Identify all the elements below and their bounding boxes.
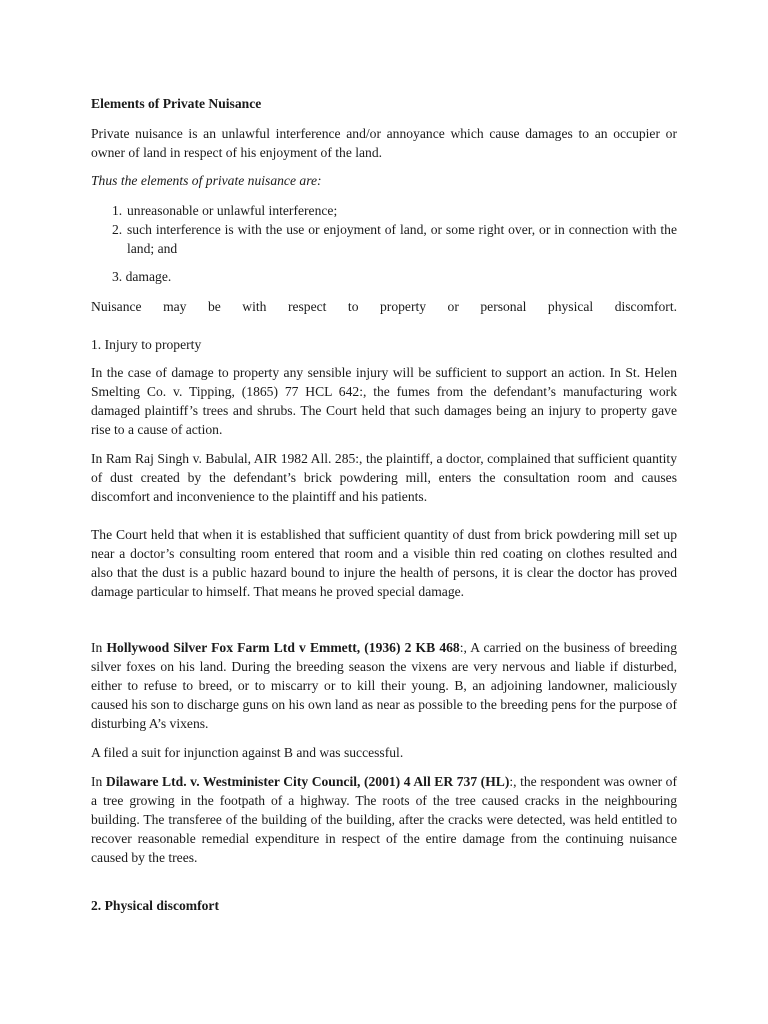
dilaware-case: Dilaware Ltd. v. Westminister City Council, (2001) 4 All ER 737 (HL)	[105, 774, 510, 789]
hollywood-case: Hollywood Silver Fox Farm Ltd v Emmett, (1936) 2 KB 468	[106, 640, 460, 655]
list-item: 1. unreasonable or unlawful interference;	[112, 203, 338, 218]
nuisance-respect: Nuisance may be with respect to property or personal physical discomfort.	[91, 299, 677, 314]
subheading-injury: 1. Injury to property	[91, 337, 202, 352]
filed-paragraph: A filed a suit for injunction against B and was successful.	[91, 745, 404, 760]
court-paragraph: The Court held that when it is established that sufficient quantity of dust from brick powdering mill set up near a doctor’s consulting room entered that room and a visible thin red coating on clothes resulted and also that the dust is a public hazard bound to injure the health of persons, it is clear the doctor has proved damage particular to himself. That means he proved special damage.	[91, 527, 677, 599]
element-three: 3. damage.	[112, 269, 172, 284]
subheading-physical: 2. Physical discomfort	[91, 898, 219, 913]
hollywood-paragraph: In Hollywood Silver Fox Farm Ltd v Emmett, (1936) 2 KB 468:, A carried on the business of breeding silver foxes on his land. During the breeding season the vixens are very nervous and liable if disturbed, either to refuse to breed, or to miscarry or to kill their young. B, an adjoining landowner, maliciously caused his son to discharge guns on his own land as near as possible to the breeding pens for the purpose of disturbing A’s vixens.	[91, 640, 677, 731]
elements-intro: Thus the elements of private nuisance are:	[91, 173, 322, 188]
ramraj-paragraph: In Ram Raj Singh v. Babulal, AIR 1982 All. 285:, the plaintiff, a doctor, complained that sufficient quantity of dust created by the defendant’s brick powdering mill, enters the consultation room and causes discomfort and inconvenience to the plaintiff and his patients.	[91, 451, 677, 504]
property-paragraph: In the case of damage to property any sensible injury will be sufficient to support an action. In St. Helen Smelting Co. v. Tipping, (1865) 77 HCL 642:, the fumes from the defendant’s manufacturing work damaged plaintiff’s trees and shrubs. The Court held that such damages being an injury to property gave rise to a cause of action.	[91, 365, 677, 437]
list-item: 2. such interference is with the use or enjoyment of land, or some right over, or in connection with the land; and	[112, 222, 677, 256]
page-heading: Elements of Private Nuisance	[91, 96, 262, 111]
elements-list	[91, 201, 677, 258]
dilaware-paragraph: In Dilaware Ltd. v. Westminister City Council, (2001) 4 All ER 737 (HL):, the respondent was owner of a tree growing in the footpath of a highway. The roots of the tree caused cracks in the neighbouring building. The transferee of the building of the building, after the cracks were detected, was held entitled to recover reasonable remedial expenditure in respect of the entire damage from the continuing nuisance caused by the trees.	[91, 774, 678, 865]
intro-paragraph: Private nuisance is an unlawful interference and/or annoyance which cause damages to an occupier or owner of land in respect of his enjoyment of the land.	[91, 126, 677, 160]
